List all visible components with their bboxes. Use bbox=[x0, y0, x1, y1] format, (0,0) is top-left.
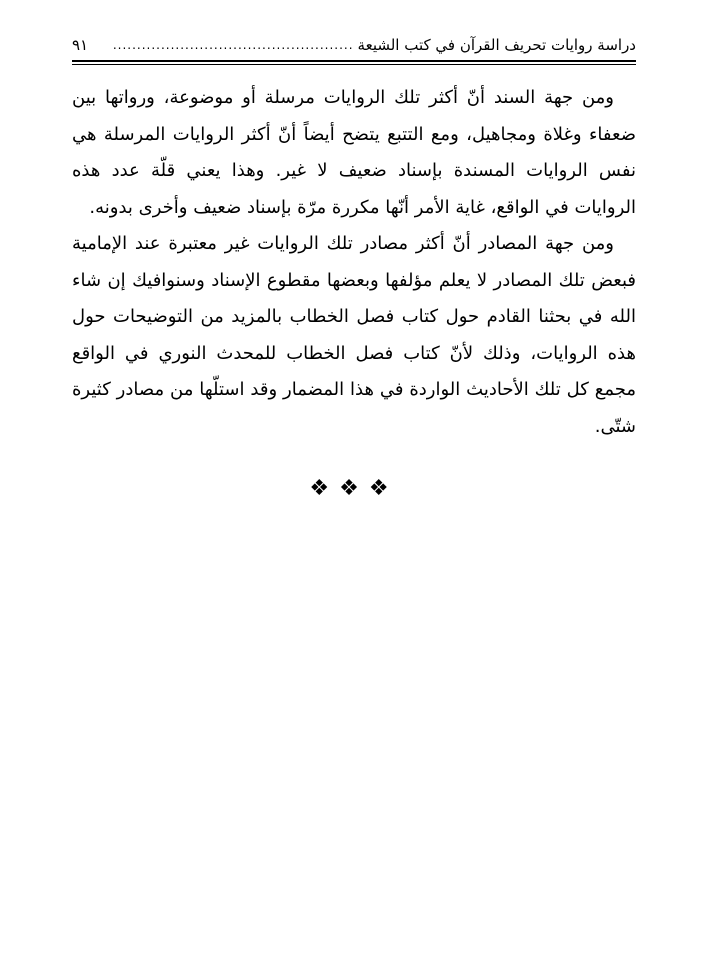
leader-dots: .................................................. bbox=[112, 38, 354, 52]
ornament-glyph: ❖ bbox=[309, 476, 340, 501]
paragraph-chain-of-transmission: ومن جهة السند أنّ أكثر تلك الروايات مرسلة أو موضوعة، ورواتها بين ضعفاء وغلاة ومجاهيل، ومع التتبع يتضح أيضاً أنّ أكثر الروايات المرسلة هي نفس الروايات المسندة بإسناد ضعيف لا غير. وهذا يعني قلّة عدد هذه الروايات في الواقع، غاية الأمر أنّها مكررة مرّة بإسناد ضعيف وأخرى بدونه. bbox=[72, 87, 636, 218]
ornament-glyph: ❖ bbox=[339, 476, 369, 501]
running-header bbox=[72, 32, 636, 58]
header-rule-thin bbox=[72, 64, 636, 65]
section-ornament bbox=[0, 476, 708, 501]
running-header-title: دراسة روايات تحريف القرآن في كتب الشيعة bbox=[357, 36, 636, 54]
header-rule-thick bbox=[72, 60, 636, 62]
body-text bbox=[72, 80, 636, 445]
page-number: ٩١ bbox=[72, 36, 89, 54]
paragraph-sources: ومن جهة المصادر أنّ أكثر مصادر تلك الروايات غير معتبرة عند الإمامية فبعض تلك المصادر لا يعلم مؤلفها وبعضها مقطوع الإسناد وسنوافيك إن شاء الله في بحثنا القادم حول كتاب فصل الخطاب بالمزيد من التوضيحات حول هذه الروايات، وذلك لأنّ كتاب فصل الخطاب للمحدث النوري في الواقع مجمع كل تلك الأحاديث الواردة في هذا المضمار وقد استلّها من مصادر كثيرة شتّى. bbox=[72, 233, 636, 437]
ornament-glyph: ❖ bbox=[368, 476, 399, 501]
